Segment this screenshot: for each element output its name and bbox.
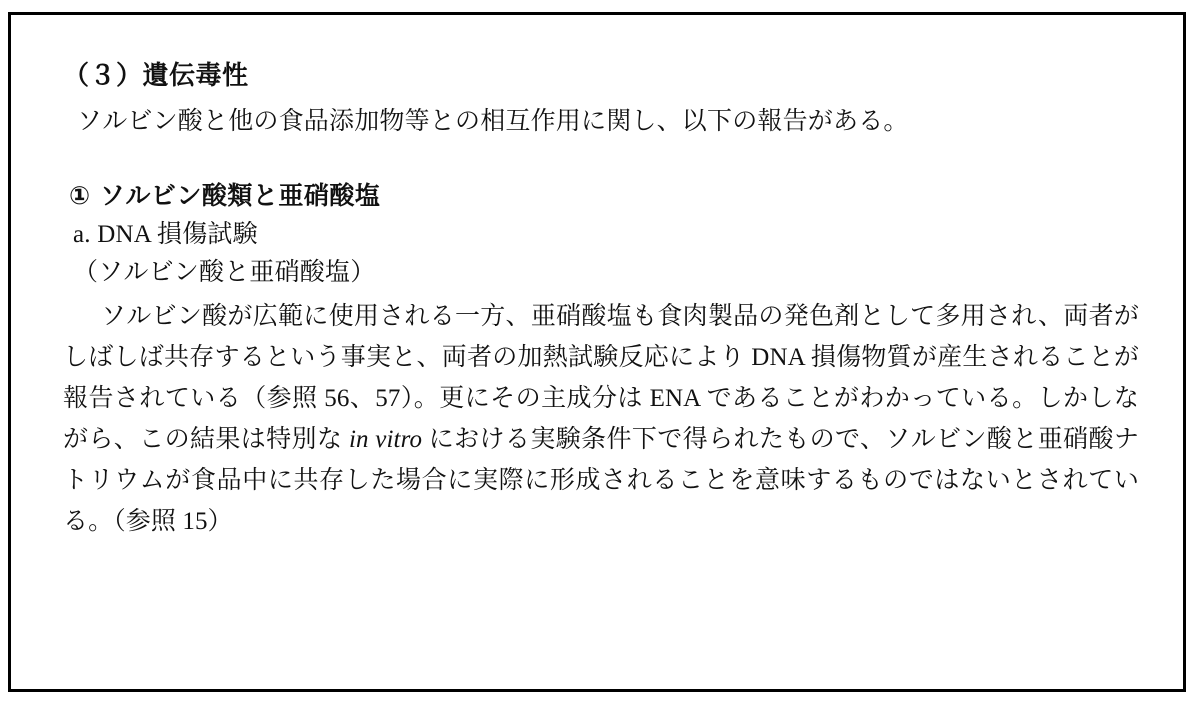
test-label: a. DNA 損傷試験	[73, 221, 258, 248]
body-paragraph-italic-term: in vitro	[349, 426, 423, 453]
body-paragraph	[63, 296, 1139, 542]
document-page-frame	[8, 12, 1186, 692]
paragraph-spacer	[63, 143, 1139, 177]
lead-paragraph: ソルビン酸と他の食品添加物等との相互作用に関し、以下の報告がある。	[77, 108, 909, 135]
body-paragraph-part2: における実験条件下で得られたもので、ソルビン酸と亜硝酸ナトリウムが食品中に共存した場合に実際に形成されることを意味するものではないとされている。（参照 15）	[63, 426, 1140, 535]
document-content	[63, 57, 1139, 542]
test-subject: （ソルビン酸と亜硝酸塩）	[73, 259, 376, 286]
body-paragraph-part1: ソルビン酸が広範に使用される一方、亜硝酸塩も食肉製品の発色剤として多用され、両者がしばしば共存するという事実と、両者の加熱試験反応により DNA 損傷物質が産生されることが報告されている（参照 56、57）。更にその主成分は ENA であることがわかっている。しかしながら、この結果は特別な	[63, 303, 1139, 453]
item-number-heading: ① ソルビン酸類と亜硝酸塩	[69, 180, 381, 210]
section-heading: （３）遺伝毒性	[63, 61, 249, 91]
